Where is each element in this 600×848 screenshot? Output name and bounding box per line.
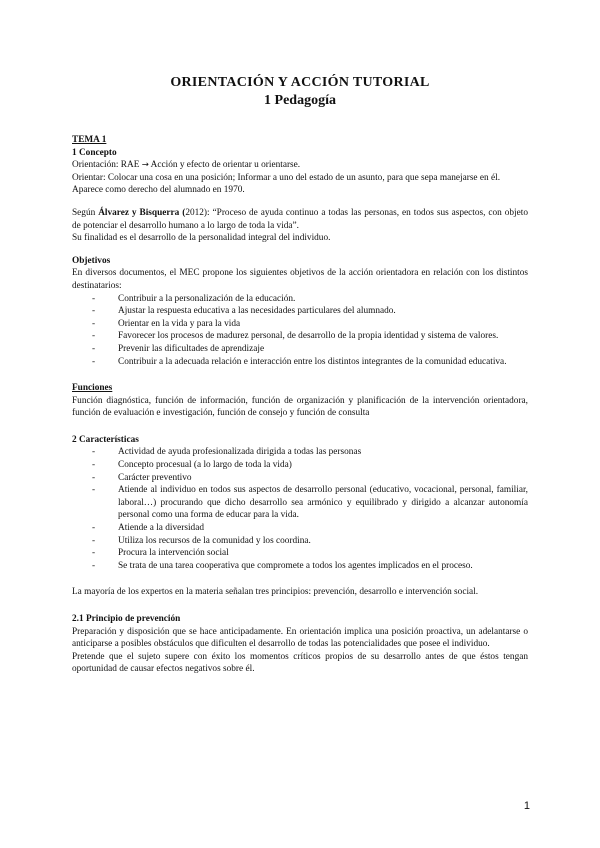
- dash-bullet: -: [92, 293, 96, 304]
- objetivos-heading: Objetivos: [72, 255, 111, 266]
- dash-bullet: -: [92, 560, 96, 571]
- prevencion-paragraph-2: Pretende que el sujeto supere con éxito los momentos críticos propios de su desarrollo antes de que éstos tengan oportunidad de causar efectos negativos sobre él.: [72, 651, 528, 675]
- caracteristica-text: Se trata de una tarea cooperativa que compromete a todos los agentes implicados en el proceso.: [118, 560, 473, 571]
- caracteristica-text: Atiende al individuo en todos sus aspectos de desarrollo personal (educativo, vocacional, personal, familiar, laboral…) procurando que dicho desarrollo sea armónico y equilibrado y dirigido a alcanzar autonomía personal como una forma de educar para la vida.: [118, 485, 528, 521]
- dash-bullet: -: [92, 356, 96, 367]
- list-item: [72, 293, 528, 306]
- dash-bullet: -: [92, 318, 96, 329]
- list-item: [72, 356, 528, 369]
- segun-label: Según: [72, 207, 99, 218]
- caracteristicas-heading: 2 Características: [72, 434, 139, 445]
- orientacion-label: Orientación: RAE: [72, 160, 140, 171]
- dash-bullet: -: [92, 523, 96, 534]
- funciones-text: Función diagnóstica, función de información, función de organización y planificación de la intervención orientadora, función de evaluación e investigación, función de consejo y función de consulta: [72, 395, 528, 419]
- list-item: [72, 522, 528, 535]
- orientar-definition: Orientar: Colocar una cosa en una posición; Informar a uno del estado de un asunto, para que sepa manejarse en él.: [72, 172, 501, 183]
- objetivo-text: Ajustar la respuesta educativa a las necesidades particulares del alumnado.: [118, 306, 396, 317]
- caracteristica-text: Carácter preventivo: [118, 472, 192, 483]
- caracteristica-text: Concepto procesual (a lo largo de toda la vida): [118, 460, 292, 471]
- dash-bullet: -: [92, 447, 96, 458]
- caracteristica-text: Actividad de ayuda profesionalizada dirigida a todas las personas: [118, 447, 362, 458]
- dash-bullet: -: [92, 343, 96, 354]
- caracteristica-text: Utiliza los recursos de la comunidad y los coordina.: [118, 535, 311, 546]
- dash-bullet: -: [92, 460, 96, 471]
- list-item: [72, 535, 528, 548]
- list-item: [72, 318, 528, 331]
- dash-bullet: -: [92, 535, 96, 546]
- dash-bullet: -: [92, 306, 96, 317]
- caracteristicas-list: [72, 446, 528, 572]
- objetivo-text: Contribuir a la personalización de la educación.: [118, 293, 296, 304]
- document-subtitle: 1 Pedagogía: [264, 93, 336, 108]
- prevencion-paragraph-1: Preparación y disposición que se hace anticipadamente. En orientación implica una posición proactiva, un adelantarse o anticiparse a posibles obstáculos que dificulten el desarrollo de todas las potencialidades que posee el individuo.: [72, 626, 528, 650]
- list-item: [72, 547, 528, 560]
- mayoria-text: La mayoría de los expertos en la materia señalan tres principios: prevención, desarrollo e intervención social.: [72, 587, 479, 598]
- segun-authors: Álvarez y Bisquerra (: [98, 207, 186, 218]
- page-content: [72, 74, 528, 676]
- objetivos-list: [72, 293, 528, 369]
- objetivo-text: Orientar en la vida y para la vida: [118, 318, 241, 329]
- list-item: [72, 459, 528, 472]
- segun-quote: 2012): “Proceso de ayuda continuo a todas las personas, en todos sus aspectos, con objeto de potenciar el desarrollo humano a lo largo de toda la vida”.: [72, 207, 528, 231]
- aparece-text: Aparece como derecho del alumnado en 1970.: [72, 185, 245, 196]
- funciones-heading: Funciones: [72, 383, 113, 394]
- finalidad-text: Su finalidad es el desarrollo de la personalidad integral del individuo.: [72, 233, 331, 244]
- dash-bullet: -: [92, 331, 96, 342]
- tema-heading: TEMA 1: [72, 135, 107, 145]
- document-title: ORIENTACIÓN Y ACCIÓN TUTORIAL: [170, 75, 430, 90]
- caracteristica-text: Atiende a la diversidad: [118, 523, 204, 534]
- objetivo-text: Prevenir las dificultades de aprendizaje: [118, 343, 265, 354]
- orientacion-text: Acción y efecto de orientar u orientarse.: [148, 160, 301, 171]
- prevencion-heading: 2.1 Principio de prevención: [72, 614, 181, 624]
- list-item: [72, 305, 528, 318]
- dash-bullet: -: [92, 485, 96, 496]
- objetivo-text: Contribuir a la adecuada relación e interacción entre los distintos integrantes de la comunidad educativa.: [118, 356, 507, 367]
- arrow-right-icon: →: [141, 160, 149, 171]
- caracteristica-text: Procura la intervención social: [118, 548, 229, 559]
- orientacion-definition: [72, 159, 528, 172]
- list-item: [72, 560, 528, 573]
- list-item: [72, 472, 528, 485]
- objetivo-text: Favorecer los procesos de madurez personal, de desarrollo de la propia identidad y sistema de valores.: [118, 331, 499, 342]
- dash-bullet: -: [92, 548, 96, 559]
- objetivos-intro: En diversos documentos, el MEC propone los siguientes objetivos de la acción orientadora en relación con los distintos destinatarios:: [72, 268, 528, 291]
- list-item: [72, 446, 528, 459]
- dash-bullet: -: [92, 472, 96, 483]
- concepto-heading: 1 Concepto: [72, 147, 117, 158]
- segun-paragraph: [72, 207, 528, 232]
- list-item: [72, 484, 528, 522]
- list-item: [72, 343, 528, 356]
- list-item: [72, 330, 528, 343]
- page-number: 1: [523, 800, 530, 812]
